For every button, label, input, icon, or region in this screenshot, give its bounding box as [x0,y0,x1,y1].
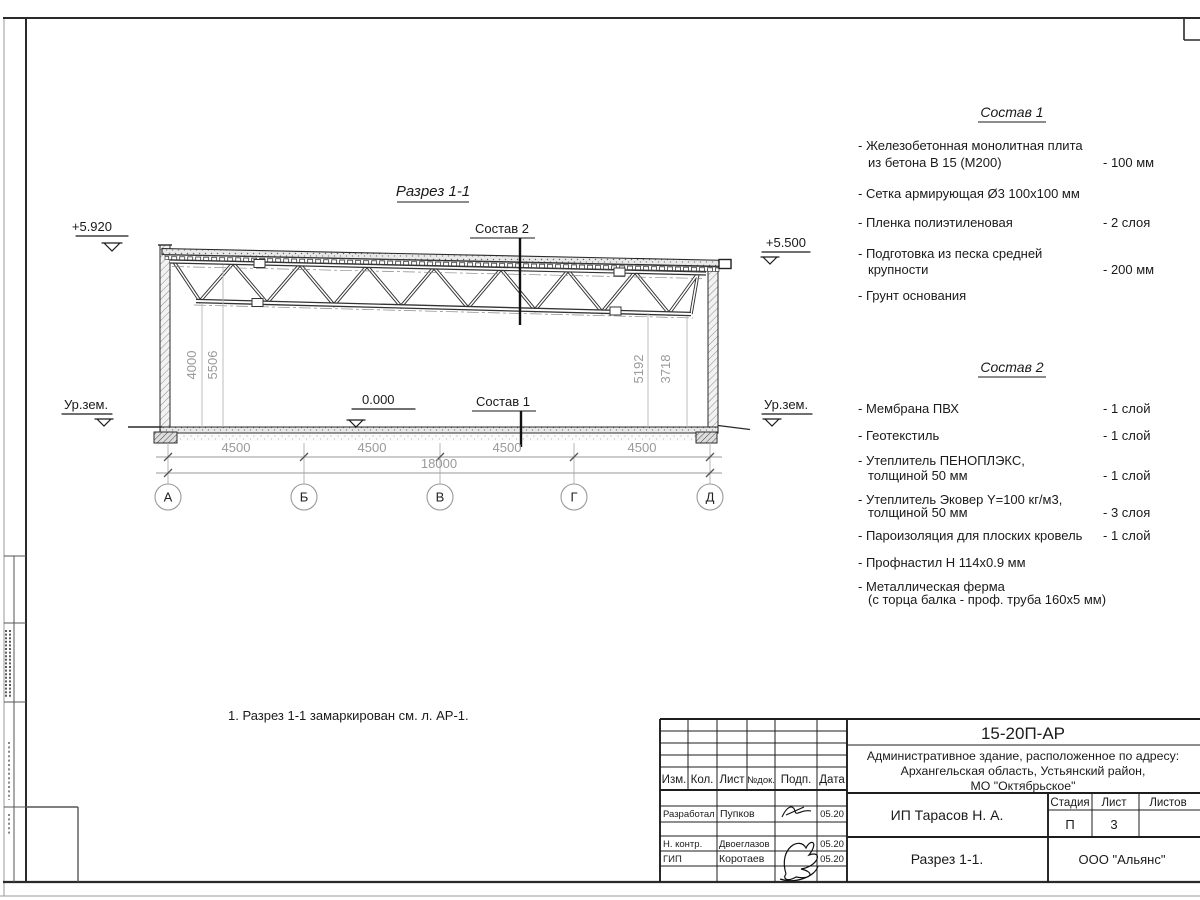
col-header-stage: Стадия [1050,797,1090,809]
drawing-note: 1. Разрез 1-1 замаркирован см. л. АР-1. [228,708,469,723]
col-header-list: Лист [719,774,745,786]
section-view-title: Разрез 1-1 [395,183,471,200]
bay-dim-1: 4500 [221,440,251,455]
total-dim: 18000 [420,456,458,471]
axis-bubble-b [291,484,317,510]
col-header-kol: Кол. [690,774,714,786]
col-header-ndok: №док. [747,775,775,786]
axis-bubble-a [155,484,181,510]
col-header-izm: Изм. [661,774,687,786]
interior-dimensions [184,265,687,427]
row-name: Двоеглазов [719,839,770,850]
list-item-value: - 100 мм [1103,155,1155,170]
ground-right-label: Ур.зем. [764,397,809,412]
list-item-value: - 2 слоя [1103,215,1151,230]
list-item: - Сетка армирующая Ø3 100х100 мм [858,186,1080,201]
section-view [62,183,812,723]
roof-edge-cap [719,260,731,269]
sheet-title: Разрез 1-1. [910,851,984,867]
composition2-title: Состав 2 [980,359,1044,375]
list-item: - Пленка полиэтиленовая [858,215,1013,230]
list-item: толщиной 50 мм [868,505,968,520]
axis-label: Д [705,489,715,505]
v-dim-5192: 5192 [631,354,646,384]
leader-roof-label: Состав 2 [475,221,529,236]
v-dim-4000: 4000 [184,350,199,380]
row-name: Пупков [720,808,755,820]
composition2-list [858,359,1151,607]
elev-arrow-icon [762,414,812,426]
row-role: Н. контр. [663,839,703,850]
list-item: - Грунт основания [858,288,967,303]
bay-dim-2: 4500 [357,440,387,455]
floor-concrete-layer [160,427,718,433]
list-item: - Геотекстиль [858,428,940,443]
axis-label: Б [299,489,309,505]
axis-label: В [435,489,445,505]
frame-margin-cells [4,556,78,882]
axis-bubble-d [697,484,723,510]
composition1-list [858,104,1154,303]
right-wall [708,268,718,432]
list-item: (с торца балка - проф. труба 160х5 мм) [868,592,1107,607]
frame-corner-box [1184,18,1200,40]
ground-level-left [62,397,113,426]
list-item: - Железобетонная монолитная плита [858,138,1083,153]
col-header-sheet: Лист [1101,797,1127,809]
list-item: - Профнастил Н 114х0.9 мм [858,555,1026,570]
elev-top-right [761,235,810,264]
stage-value: П [1065,817,1075,832]
list-item: - Утеплитель ПЕНОПЛЭКС, [858,453,1025,468]
list-item: толщиной 50 мм [868,468,968,483]
foundation-left [154,432,177,443]
ground-level-right [762,397,812,426]
elev-arrow-icon [347,409,415,427]
elev-arrow-icon [761,252,810,264]
list-item-value: - 1 слой [1103,428,1151,443]
list-item-value: - 3 слоя [1103,505,1151,520]
bay-dim-3: 4500 [492,440,522,455]
project-address-2: Архангельская область, Устьянский район, [900,764,1146,778]
title-block-headers [662,774,1187,809]
row-name: Коротаев [719,853,765,865]
list-item-value: - 1 слой [1103,528,1151,543]
composition1-title: Состав 1 [980,104,1044,120]
elev-zero [347,392,415,427]
row-role: ГИП [663,854,682,865]
col-header-podp: Подп. [780,774,812,786]
elev-arrow-icon [76,236,128,251]
title-block [660,719,1200,882]
signature-scribble [782,807,811,817]
sheet-number: 3 [1110,817,1118,832]
list-item: - Утеплитель Эковер Y=100 кг/м3, [858,492,1063,507]
list-item: - Подготовка из песка средней [858,246,1043,261]
dimension-chain [156,440,722,484]
ground-left-label: Ур.зем. [64,397,109,412]
client-name: ИП Тарасов Н. А. [890,807,1004,823]
col-header-sheets: Листов [1149,797,1187,809]
bay-dim-4: 4500 [627,440,657,455]
signature-scribble [780,842,818,880]
row-date: 05.20 [820,854,844,865]
leader-floor-label: Состав 1 [476,394,530,409]
project-address-1: Административное здание, расположенное по адресу: [866,749,1180,763]
list-item: - Металлическая ферма [858,579,1005,594]
company-name: ООО "Альянс" [1078,852,1166,867]
list-item-value: - 1 слой [1103,401,1151,416]
elev-top-left [72,219,128,251]
elev-top-left-value: +5.920 [71,219,112,234]
v-dim-3718: 3718 [658,354,673,384]
doc-number: 15-20П-АР [980,724,1066,743]
row-date: 05.20 [820,839,844,850]
list-item-value: - 1 слой [1103,468,1151,483]
row-role: Разработал [663,809,715,820]
axis-bubble-g [561,484,587,510]
list-item: из бетона В 15 (М200) [868,155,1002,170]
list-item: - Мембрана ПВХ [858,401,959,416]
list-item: крупности [868,262,929,277]
foundation-right [696,432,717,443]
list-item: - Пароизоляция для плоских кровель [858,528,1083,543]
axis-label: Г [570,489,578,505]
left-wall [158,245,172,432]
project-address-3: МО "Октябрьское" [970,779,1076,793]
ground-line-right [718,426,750,430]
v-dim-5506: 5506 [205,350,220,380]
elev-top-right-value: +5.500 [765,235,806,250]
row-date: 05.20 [820,809,844,820]
axis-label: А [163,489,173,505]
elev-arrow-icon [62,414,113,426]
axis-bubbles [155,484,723,510]
list-item-value: - 200 мм [1103,262,1155,277]
elev-zero-value: 0.000 [362,392,395,407]
col-header-data: Дата [819,774,845,786]
axis-bubble-v [427,484,453,510]
